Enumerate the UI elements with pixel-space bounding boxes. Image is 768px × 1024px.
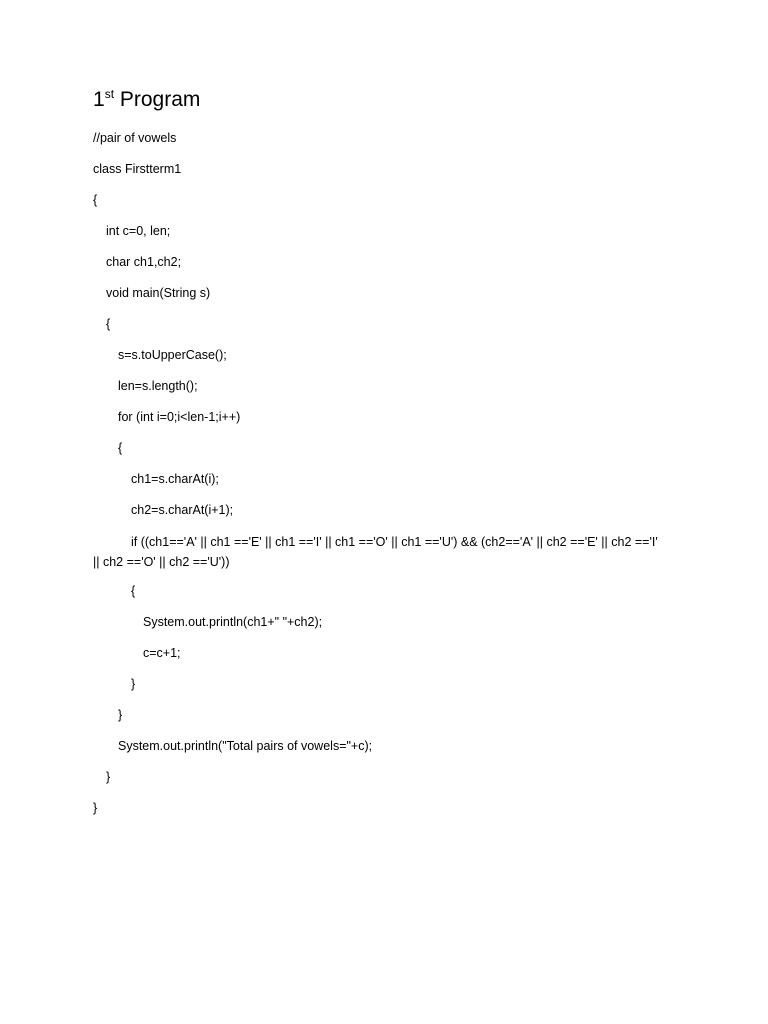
code-print-pair: System.out.println(ch1+" "+ch2); <box>143 615 323 629</box>
code-for-close-brace: } <box>118 708 123 722</box>
code-print-total: System.out.println("Total pairs of vowels="+c); <box>118 739 373 753</box>
code-ch2-assignment: ch2=s.charAt(i+1); <box>131 503 234 517</box>
code-class-declaration: class Firstterm1 <box>93 162 182 176</box>
code-length-statement: len=s.length(); <box>118 379 198 393</box>
heading-ordinal-suffix: st <box>104 87 115 101</box>
code-comment-line: //pair of vowels <box>93 131 177 145</box>
code-if-open-brace: { <box>131 584 136 598</box>
code-class-close-brace: } <box>93 801 98 815</box>
code-for-open-brace: { <box>118 441 123 455</box>
code-ch1-assignment: ch1=s.charAt(i); <box>131 472 219 486</box>
page-title <box>93 86 200 114</box>
code-increment-counter: c=c+1; <box>143 646 181 660</box>
code-uppercase-statement: s=s.toUpperCase(); <box>118 348 227 362</box>
heading-number: 1 <box>93 88 105 111</box>
code-method-signature: void main(String s) <box>106 286 211 300</box>
code-if-condition: if ((ch1=='A' || ch1 =='E' || ch1 =='I' || ch1 =='O' || ch1 =='U') && (ch2=='A' || ch2 =='E' || ch2 =='I' || ch2 =='O' || ch2 =='U')) <box>93 535 658 569</box>
code-int-declaration: int c=0, len; <box>106 224 171 238</box>
heading-title: Program <box>119 88 201 111</box>
code-method-open-brace: { <box>106 317 111 331</box>
code-method-close-brace: } <box>106 770 111 784</box>
code-class-open-brace: { <box>93 193 98 207</box>
code-for-loop: for (int i=0;i<len-1;i++) <box>118 410 241 424</box>
code-char-declaration: char ch1,ch2; <box>106 255 182 269</box>
code-if-close-brace: } <box>131 677 136 691</box>
